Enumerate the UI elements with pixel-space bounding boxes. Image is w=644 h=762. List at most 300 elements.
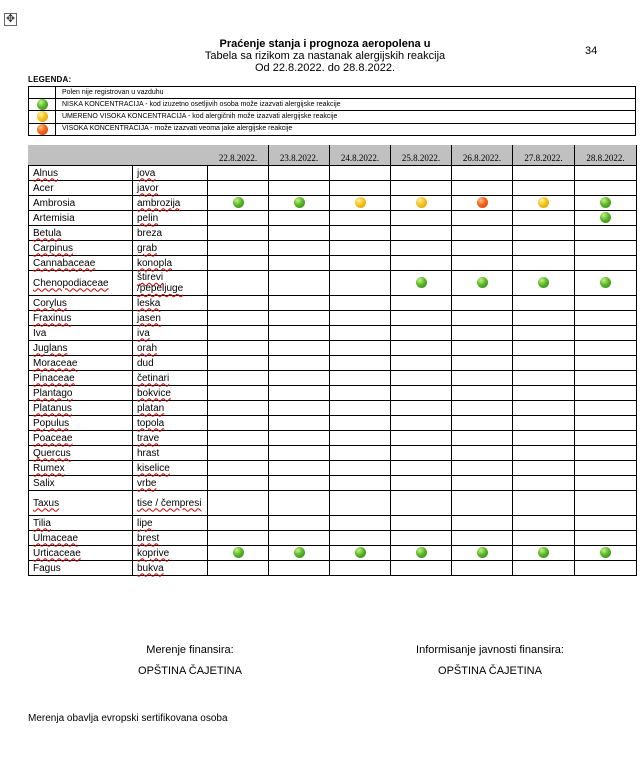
level-cell (269, 211, 330, 226)
level-cell (513, 531, 575, 546)
local-name: grab (133, 241, 208, 256)
green-circle-icon (416, 277, 427, 288)
date-range: Od 22.8.2022. do 28.8.2022. (254, 62, 396, 74)
local-name: hrast (133, 446, 208, 461)
latin-name: Salix (29, 476, 133, 491)
level-cell (269, 516, 330, 531)
date-header: 23.8.2022. (269, 146, 330, 166)
level-cell (513, 461, 575, 476)
local-name: platan (133, 401, 208, 416)
level-cell (269, 416, 330, 431)
level-cell (452, 446, 513, 461)
table-row (29, 386, 637, 401)
level-cell (575, 241, 637, 256)
level-cell (513, 561, 575, 576)
page-subtitle: Tabela sa rizikom za nastanak alergijskih reakcija (204, 50, 446, 62)
latin-name: Fagus (29, 561, 133, 576)
level-cell (208, 241, 269, 256)
date-header: 26.8.2022. (452, 146, 513, 166)
level-cell (391, 241, 452, 256)
legend-row (29, 111, 636, 123)
legend-swatch (29, 99, 56, 111)
level-cell (391, 196, 452, 211)
level-cell (452, 296, 513, 311)
level-cell (575, 181, 637, 196)
legend-text: Polen nije registrovan u vazduhu (56, 87, 636, 99)
yellow-circle-icon (355, 197, 366, 208)
level-cell (269, 341, 330, 356)
local-name: javor (133, 181, 208, 196)
level-cell (330, 546, 391, 561)
green-circle-icon (477, 547, 488, 558)
table-row (29, 211, 637, 226)
level-cell (330, 296, 391, 311)
level-cell (452, 166, 513, 181)
legend-swatch (29, 87, 56, 99)
level-cell (452, 196, 513, 211)
table-row (29, 516, 637, 531)
level-cell (208, 226, 269, 241)
green-circle-icon (538, 277, 549, 288)
local-name: trave (133, 431, 208, 446)
level-cell (330, 401, 391, 416)
level-cell (452, 326, 513, 341)
level-cell (208, 491, 269, 516)
level-cell (452, 341, 513, 356)
table-row (29, 271, 637, 296)
local-name: ambrozija (133, 196, 208, 211)
level-cell (513, 371, 575, 386)
local-name: kiselice (133, 461, 208, 476)
date-header: 28.8.2022. (575, 146, 637, 166)
level-cell (575, 546, 637, 561)
level-cell (391, 561, 452, 576)
level-cell (452, 531, 513, 546)
latin-name: Artemisia (29, 211, 133, 226)
green-circle-icon (538, 547, 549, 558)
level-cell (575, 296, 637, 311)
green-circle-icon (355, 547, 366, 558)
level-cell (513, 241, 575, 256)
level-cell (575, 196, 637, 211)
level-cell (452, 416, 513, 431)
latin-name: Juglans (29, 341, 133, 356)
level-cell (575, 446, 637, 461)
level-cell (575, 311, 637, 326)
level-cell (330, 431, 391, 446)
level-cell (513, 296, 575, 311)
local-name: tise / čempresi (133, 491, 208, 516)
local-name: pelin (133, 211, 208, 226)
latin-name: Ambrosia (29, 196, 133, 211)
level-cell (513, 326, 575, 341)
orange-circle-icon (37, 124, 48, 135)
level-cell (452, 476, 513, 491)
local-name: orah (133, 341, 208, 356)
level-cell (330, 491, 391, 516)
level-cell (391, 446, 452, 461)
local-name: jasen (133, 311, 208, 326)
level-cell (391, 271, 452, 296)
level-cell (452, 311, 513, 326)
level-cell (208, 461, 269, 476)
level-cell (330, 211, 391, 226)
latin-name: Plantago (29, 386, 133, 401)
date-header: 22.8.2022. (208, 146, 269, 166)
green-circle-icon (233, 547, 244, 558)
level-cell (575, 326, 637, 341)
level-cell (330, 446, 391, 461)
latin-name: Cannabaceae (29, 256, 133, 271)
level-cell (575, 561, 637, 576)
latin-name: Corylus (29, 296, 133, 311)
level-cell (269, 461, 330, 476)
level-cell (452, 256, 513, 271)
level-cell (269, 271, 330, 296)
level-cell (513, 491, 575, 516)
page-title: Praćenje stanja i prognoza aeropolena u (219, 38, 431, 50)
local-name: iva (133, 326, 208, 341)
local-name: štirevi /pepeljuge (133, 271, 208, 296)
local-name: četinari (133, 371, 208, 386)
latin-name: Fraxinus (29, 311, 133, 326)
level-cell (330, 386, 391, 401)
legend-swatch (29, 111, 56, 123)
green-circle-icon (477, 277, 488, 288)
level-cell (208, 561, 269, 576)
level-cell (452, 561, 513, 576)
local-name: dud (133, 356, 208, 371)
local-name: leska (133, 296, 208, 311)
level-cell (269, 226, 330, 241)
latin-name: Moraceae (29, 356, 133, 371)
level-cell (575, 256, 637, 271)
level-cell (513, 386, 575, 401)
level-cell (452, 431, 513, 446)
level-cell (208, 371, 269, 386)
table-row (29, 296, 637, 311)
latin-name: Taxus (29, 491, 133, 516)
table-row (29, 401, 637, 416)
level-cell (391, 401, 452, 416)
date-header: 27.8.2022. (513, 146, 575, 166)
level-cell (269, 491, 330, 516)
level-cell (391, 416, 452, 431)
level-cell (330, 311, 391, 326)
latin-name: Chenopodiaceae (29, 271, 133, 296)
level-cell (575, 371, 637, 386)
level-cell (575, 476, 637, 491)
level-cell (575, 401, 637, 416)
level-cell (330, 356, 391, 371)
level-cell (513, 226, 575, 241)
level-cell (575, 491, 637, 516)
level-cell (452, 516, 513, 531)
level-cell (208, 311, 269, 326)
date-header: 24.8.2022. (330, 146, 391, 166)
table-row (29, 476, 637, 491)
level-cell (575, 416, 637, 431)
latin-name: Tilia (29, 516, 133, 531)
level-cell (208, 211, 269, 226)
green-circle-icon (37, 99, 48, 110)
level-cell (269, 196, 330, 211)
yellow-circle-icon (416, 197, 427, 208)
level-cell (391, 311, 452, 326)
level-cell (208, 341, 269, 356)
local-name: lipe (133, 516, 208, 531)
table-move-handle-icon[interactable]: ✥ (5, 13, 16, 25)
level-cell (330, 271, 391, 296)
level-cell (330, 181, 391, 196)
table-row (29, 431, 637, 446)
table-row (29, 461, 637, 476)
table-row (29, 326, 637, 341)
level-cell (330, 416, 391, 431)
level-cell (391, 226, 452, 241)
level-cell (208, 531, 269, 546)
table-row (29, 341, 637, 356)
table-row (29, 531, 637, 546)
level-cell (452, 181, 513, 196)
level-cell (575, 271, 637, 296)
latin-name: Poaceae (29, 431, 133, 446)
level-cell (391, 181, 452, 196)
level-cell (208, 516, 269, 531)
level-cell (330, 476, 391, 491)
level-cell (269, 476, 330, 491)
legend-row (29, 123, 636, 135)
local-name: vrbe (133, 476, 208, 491)
information-funder-label: Informisanje javnosti finansira: (416, 644, 564, 656)
green-circle-icon (600, 212, 611, 223)
local-name: konopla (133, 256, 208, 271)
level-cell (208, 166, 269, 181)
level-cell (208, 356, 269, 371)
level-cell (575, 211, 637, 226)
table-row (29, 561, 637, 576)
level-cell (391, 431, 452, 446)
level-cell (575, 341, 637, 356)
table-row (29, 546, 637, 561)
legend-text: UMERENO VISOKA KONCENTRACIJA - kod alergičnih može izazvati alergijske reakcije (56, 111, 636, 123)
level-cell (391, 531, 452, 546)
local-name: breza (133, 226, 208, 241)
level-cell (269, 531, 330, 546)
level-cell (269, 256, 330, 271)
green-circle-icon (600, 547, 611, 558)
level-cell (575, 531, 637, 546)
level-cell (513, 416, 575, 431)
level-cell (269, 311, 330, 326)
level-cell (269, 181, 330, 196)
date-header: 25.8.2022. (391, 146, 452, 166)
green-circle-icon (416, 547, 427, 558)
level-cell (391, 476, 452, 491)
legend-swatch (29, 123, 56, 135)
level-cell (513, 476, 575, 491)
level-cell (330, 166, 391, 181)
level-cell (269, 166, 330, 181)
level-cell (330, 531, 391, 546)
table-row (29, 446, 637, 461)
table-row (29, 356, 637, 371)
level-cell (330, 196, 391, 211)
level-cell (208, 416, 269, 431)
level-cell (269, 401, 330, 416)
measurement-funder-label: Merenje finansira: (146, 644, 234, 656)
legend-row (29, 99, 636, 111)
legend-heading: LEGENDA: (28, 75, 72, 84)
orange-circle-icon (477, 197, 488, 208)
level-cell (391, 371, 452, 386)
level-cell (513, 431, 575, 446)
level-cell (513, 446, 575, 461)
level-cell (452, 356, 513, 371)
level-cell (452, 401, 513, 416)
legend-row (29, 87, 636, 99)
level-cell (269, 356, 330, 371)
level-cell (269, 446, 330, 461)
green-circle-icon (600, 277, 611, 288)
level-cell (513, 211, 575, 226)
legend-text: VISOKA KONCENTRACIJA - može izazvati veoma jake alergijske reakcije (56, 123, 636, 135)
level-cell (391, 516, 452, 531)
latin-name: Quercus (29, 446, 133, 461)
level-cell (269, 431, 330, 446)
level-cell (513, 196, 575, 211)
level-cell (575, 431, 637, 446)
level-cell (208, 386, 269, 401)
latin-name: Carpinus (29, 241, 133, 256)
level-cell (513, 166, 575, 181)
level-cell (513, 256, 575, 271)
header-spacer (29, 146, 208, 166)
latin-name: Rumex (29, 461, 133, 476)
local-name: bukva (133, 561, 208, 576)
yellow-circle-icon (37, 111, 48, 122)
level-cell (513, 516, 575, 531)
local-name: jova (133, 166, 208, 181)
level-cell (208, 546, 269, 561)
level-cell (269, 546, 330, 561)
pollen-table (28, 145, 637, 576)
measurement-funder: OPŠTINA ČAJETINA (138, 665, 242, 677)
level-cell (269, 561, 330, 576)
yellow-circle-icon (538, 197, 549, 208)
level-cell (452, 211, 513, 226)
green-circle-icon (233, 197, 244, 208)
level-cell (330, 516, 391, 531)
level-cell (575, 356, 637, 371)
level-cell (452, 226, 513, 241)
level-cell (208, 271, 269, 296)
level-cell (513, 181, 575, 196)
level-cell (452, 371, 513, 386)
level-cell (513, 356, 575, 371)
level-cell (452, 546, 513, 561)
level-cell (391, 256, 452, 271)
level-cell (391, 296, 452, 311)
latin-name: Acer (29, 181, 133, 196)
level-cell (330, 241, 391, 256)
level-cell (269, 371, 330, 386)
table-row (29, 416, 637, 431)
level-cell (391, 341, 452, 356)
green-circle-icon (294, 547, 305, 558)
level-cell (391, 326, 452, 341)
legend-table (28, 86, 636, 136)
certification-note: Merenja obavlja evropski sertifikovana osoba (28, 713, 228, 724)
level-cell (513, 341, 575, 356)
level-cell (575, 166, 637, 181)
level-cell (513, 311, 575, 326)
table-row (29, 166, 637, 181)
level-cell (452, 271, 513, 296)
level-cell (575, 386, 637, 401)
latin-name: Urticaceae (29, 546, 133, 561)
local-name: bokvice (133, 386, 208, 401)
level-cell (391, 356, 452, 371)
level-cell (330, 461, 391, 476)
latin-name: Pinaceae (29, 371, 133, 386)
latin-name: Alnus (29, 166, 133, 181)
level-cell (391, 546, 452, 561)
level-cell (269, 241, 330, 256)
latin-name: Platanus (29, 401, 133, 416)
latin-name: Populus (29, 416, 133, 431)
local-name: brest (133, 531, 208, 546)
table-row (29, 196, 637, 211)
latin-name: Betula (29, 226, 133, 241)
green-circle-icon (294, 197, 305, 208)
level-cell (208, 256, 269, 271)
level-cell (208, 446, 269, 461)
page-number: 34 (585, 45, 598, 57)
level-cell (391, 166, 452, 181)
table-row (29, 256, 637, 271)
level-cell (330, 226, 391, 241)
level-cell (575, 226, 637, 241)
table-row (29, 181, 637, 196)
information-funder: OPŠTINA ČAJETINA (438, 665, 542, 677)
level-cell (330, 326, 391, 341)
table-row (29, 371, 637, 386)
level-cell (330, 256, 391, 271)
level-cell (208, 401, 269, 416)
level-cell (391, 211, 452, 226)
level-cell (208, 431, 269, 446)
table-row (29, 311, 637, 326)
latin-name: Iva (29, 326, 133, 341)
level-cell (269, 326, 330, 341)
level-cell (452, 491, 513, 516)
local-name: topola (133, 416, 208, 431)
level-cell (575, 461, 637, 476)
level-cell (208, 326, 269, 341)
level-cell (391, 386, 452, 401)
level-cell (330, 341, 391, 356)
legend-text: NISKA KONCENTRACIJA - kod izuzetno osetljivih osoba može izazvati alergijske reakcije (56, 99, 636, 111)
level-cell (269, 386, 330, 401)
level-cell (575, 516, 637, 531)
level-cell (513, 271, 575, 296)
level-cell (391, 491, 452, 516)
level-cell (269, 296, 330, 311)
level-cell (391, 461, 452, 476)
level-cell (452, 386, 513, 401)
level-cell (330, 561, 391, 576)
